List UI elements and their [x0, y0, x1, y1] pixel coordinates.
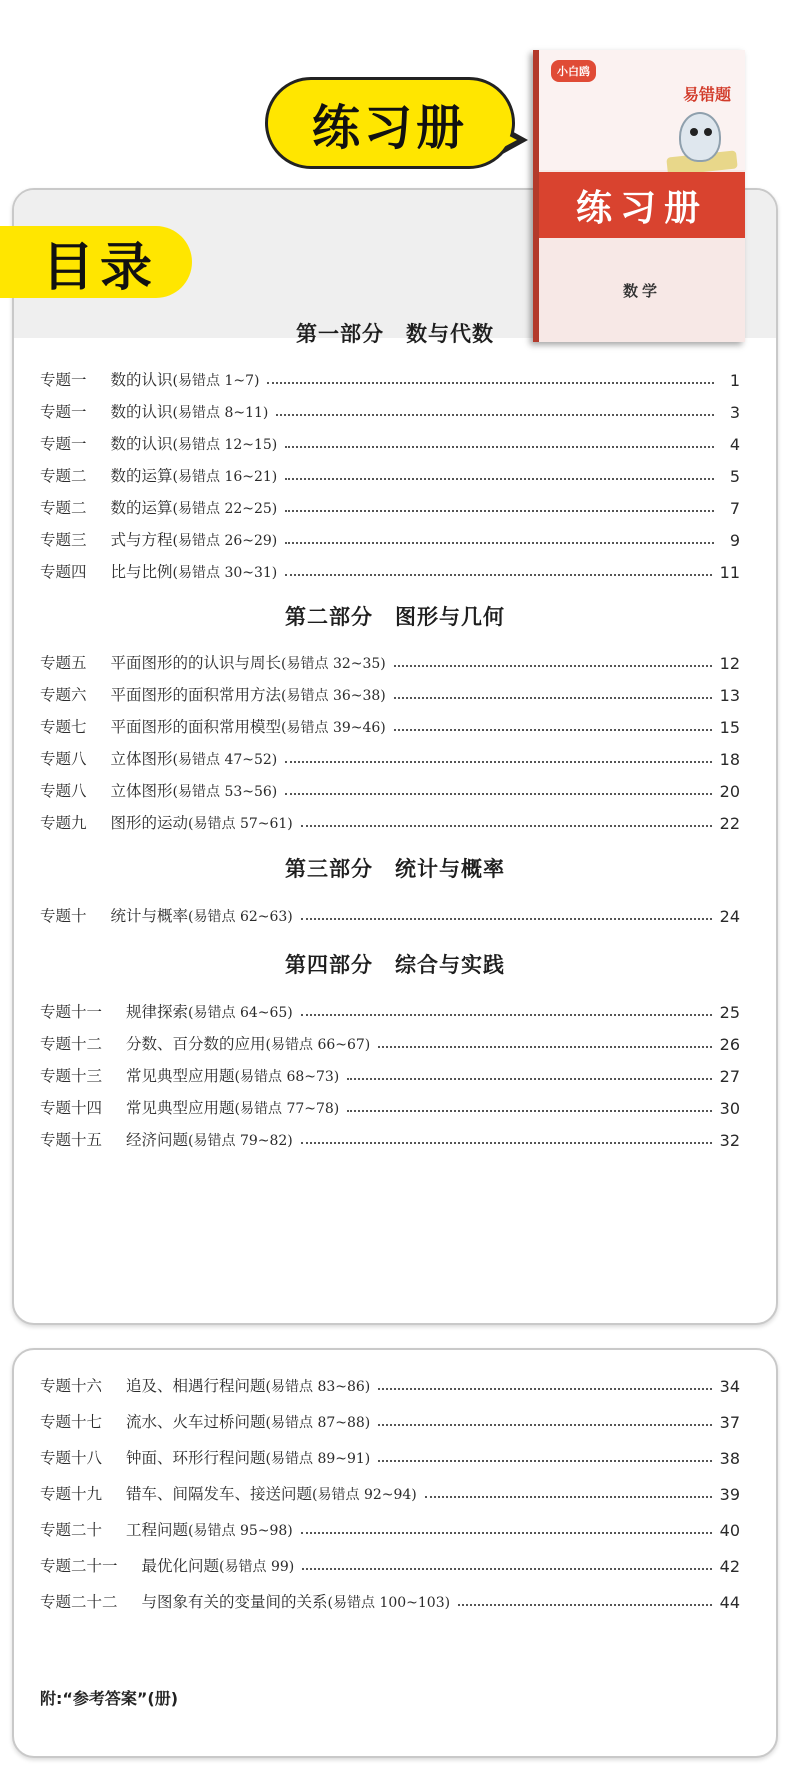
entry-range: (易错点 39~46) — [281, 720, 386, 736]
entry-topic: 专题十一 — [40, 1003, 103, 1021]
entry-name: 常见典型应用题 — [126, 1099, 235, 1117]
toc-entry[interactable] — [40, 430, 740, 454]
entry-range: (易错点 62~63) — [188, 909, 293, 925]
toc-entry[interactable] — [40, 1516, 740, 1540]
entry-page: 42 — [719, 1557, 740, 1576]
entry-topic: 专题一 — [40, 371, 87, 389]
badge-tail-fill — [487, 124, 517, 156]
entry-page: 25 — [719, 1003, 740, 1022]
entry-name: 平面图形的面积常用方法 — [110, 686, 282, 704]
entry-page: 4 — [729, 435, 740, 454]
toc-entry[interactable] — [40, 1030, 740, 1054]
entry-range: (易错点 47~52) — [172, 752, 278, 768]
entry-page: 9 — [729, 531, 740, 550]
leader-dots — [378, 1388, 711, 1390]
leader-dots — [378, 1046, 711, 1048]
leader-dots — [285, 542, 714, 544]
leader-dots — [394, 697, 712, 699]
entry-name: 式与方程 — [110, 531, 173, 549]
entry-page: 27 — [719, 1067, 740, 1086]
book-title-band — [539, 172, 745, 238]
toc-entry[interactable] — [40, 713, 740, 737]
entry-range: (易错点 99) — [219, 1559, 295, 1575]
leader-dots — [301, 1142, 712, 1144]
entry-page: 20 — [719, 782, 740, 801]
leader-dots — [285, 478, 714, 480]
toc-heading-label: 目录 — [42, 237, 159, 298]
entry-range: (易错点 30~31) — [172, 565, 278, 581]
leader-dots — [285, 446, 714, 448]
entry-topic: 专题十八 — [40, 1449, 103, 1467]
book-cover — [533, 50, 745, 342]
entry-topic: 专题二 — [40, 467, 87, 485]
toc-entry[interactable] — [40, 1094, 740, 1118]
section-title: 第一部分 数与代数 — [296, 321, 494, 346]
entry-range: (易错点 77~78) — [234, 1101, 340, 1117]
entry-page: 26 — [719, 1035, 740, 1054]
entry-range: (易错点 89~91) — [265, 1451, 371, 1467]
entry-page: 15 — [719, 718, 740, 737]
entry-range: (易错点 100~103) — [327, 1595, 451, 1611]
leader-dots — [301, 825, 712, 827]
leader-dots — [458, 1604, 712, 1606]
badge-label: 练习册 — [311, 99, 468, 156]
leader-dots — [276, 414, 714, 416]
entry-range: (易错点 83~86) — [265, 1379, 371, 1395]
entry-name: 数的认识 — [110, 371, 173, 389]
leader-dots — [394, 665, 712, 667]
entry-topic: 专题三 — [40, 531, 87, 549]
leader-dots — [267, 382, 714, 384]
toc-entry[interactable] — [40, 1444, 740, 1468]
entry-page: 24 — [719, 907, 740, 926]
toc-entry[interactable] — [40, 1552, 740, 1576]
eye-icon — [704, 128, 712, 136]
entry-topic: 专题六 — [40, 686, 87, 704]
entry-range: (易错点 32~35) — [281, 656, 386, 672]
entry-name: 工程问题 — [126, 1521, 189, 1539]
entry-topic: 专题十三 — [40, 1067, 103, 1085]
entry-topic: 专题二十二 — [40, 1593, 118, 1611]
entry-topic: 专题十二 — [40, 1035, 103, 1053]
entry-range: (易错点 22~25) — [172, 501, 278, 517]
leader-dots — [301, 1014, 712, 1016]
leader-dots — [301, 1532, 712, 1534]
entry-name: 追及、相遇行程问题 — [126, 1377, 266, 1395]
toc-entry[interactable] — [40, 558, 740, 582]
entry-topic: 专题五 — [40, 654, 87, 672]
entry-topic: 专题十五 — [40, 1131, 103, 1149]
entry-page: 32 — [719, 1131, 740, 1150]
toc-entry[interactable] — [40, 681, 740, 705]
entry-topic: 专题十 — [40, 907, 87, 925]
leader-dots — [425, 1496, 712, 1498]
entry-topic: 专题九 — [40, 814, 87, 832]
entry-page: 7 — [729, 499, 740, 518]
leader-dots — [378, 1424, 711, 1426]
book-logo: 小白鸥 — [551, 60, 596, 82]
entry-page: 34 — [719, 1377, 740, 1396]
entry-name: 钟面、环形行程问题 — [126, 1449, 266, 1467]
toc-entry[interactable] — [40, 398, 740, 422]
entry-topic: 专题十九 — [40, 1485, 103, 1503]
entry-page: 30 — [719, 1099, 740, 1118]
entry-page: 37 — [719, 1413, 740, 1432]
toc-entry[interactable] — [40, 526, 740, 550]
entry-name: 数的认识 — [110, 403, 173, 421]
entry-topic: 专题二 — [40, 499, 87, 517]
entry-range: (易错点 57~61) — [188, 816, 293, 832]
entry-page: 40 — [719, 1521, 740, 1540]
entry-name: 与图象有关的变量间的关系 — [141, 1593, 328, 1611]
entry-name: 规律探索 — [126, 1003, 189, 1021]
entry-name: 流水、火车过桥问题 — [126, 1413, 266, 1431]
leader-dots — [285, 761, 711, 763]
entry-range: (易错点 53~56) — [172, 784, 278, 800]
entry-topic: 专题八 — [40, 782, 87, 800]
leader-dots — [347, 1078, 711, 1080]
entry-range: (易错点 64~65) — [188, 1005, 293, 1021]
entry-topic: 专题四 — [40, 563, 87, 581]
entry-range: (易错点 26~29) — [172, 533, 278, 549]
answer-key-note: 附:“参考答案”(册) — [40, 1689, 179, 1708]
entry-page: 5 — [729, 467, 740, 486]
section-title: 第二部分 图形与几何 — [285, 604, 505, 629]
entry-name: 立体图形 — [110, 782, 173, 800]
toc-entry[interactable] — [40, 494, 740, 518]
entry-range: (易错点 12~15) — [172, 437, 278, 453]
entry-name: 统计与概率 — [110, 907, 189, 925]
leader-dots — [285, 574, 711, 576]
entry-page: 3 — [729, 403, 740, 422]
entry-name: 数的运算 — [110, 467, 173, 485]
toc-entry[interactable] — [40, 1588, 740, 1612]
entry-name: 分数、百分数的应用 — [126, 1035, 266, 1053]
entry-name: 常见典型应用题 — [126, 1067, 235, 1085]
leader-dots — [285, 510, 714, 512]
entry-topic: 专题十七 — [40, 1413, 103, 1431]
entry-topic: 专题十六 — [40, 1377, 103, 1395]
leader-dots — [347, 1110, 711, 1112]
entry-range: (易错点 79~82) — [188, 1133, 293, 1149]
leader-dots — [394, 729, 712, 731]
leader-dots — [378, 1460, 711, 1462]
entry-page: 22 — [719, 814, 740, 833]
entry-page: 44 — [719, 1593, 740, 1612]
entry-topic: 专题二十 — [40, 1521, 103, 1539]
entry-range: (易错点 92~94) — [312, 1487, 417, 1503]
toc-entry[interactable] — [40, 777, 740, 801]
entry-page: 11 — [719, 563, 740, 582]
toc-entry[interactable] — [40, 462, 740, 486]
workbook-badge — [265, 77, 515, 169]
toc-entry[interactable] — [40, 1126, 740, 1150]
book-subject: 数学 — [622, 282, 661, 300]
entry-name: 比与比例 — [110, 563, 173, 581]
toc-entry[interactable] — [40, 745, 740, 769]
eye-icon — [690, 128, 698, 136]
entry-name: 平面图形的面积常用模型 — [110, 718, 282, 736]
entry-range: (易错点 8~11) — [172, 405, 269, 421]
leader-dots — [302, 1568, 711, 1570]
entry-range: (易错点 95~98) — [188, 1523, 293, 1539]
toc-entry[interactable] — [40, 1062, 740, 1086]
entry-name: 数的运算 — [110, 499, 173, 517]
entry-name: 错车、间隔发车、接送问题 — [126, 1485, 313, 1503]
entry-page: 39 — [719, 1485, 740, 1504]
toc-entry[interactable] — [40, 1480, 740, 1504]
book-title: 练习册 — [575, 187, 708, 229]
toc-entry[interactable] — [40, 902, 740, 926]
entry-range: (易错点 16~21) — [172, 469, 278, 485]
entry-topic: 专题八 — [40, 750, 87, 768]
toc-entry[interactable] — [40, 366, 740, 390]
seagull-mascot-icon — [679, 112, 721, 162]
toc-entry[interactable] — [40, 809, 740, 833]
entry-range: (易错点 66~67) — [265, 1037, 371, 1053]
entry-name: 平面图形的的认识与周长 — [110, 654, 282, 672]
entry-page: 18 — [719, 750, 740, 769]
entry-page: 38 — [719, 1449, 740, 1468]
toc-entry[interactable] — [40, 1408, 740, 1432]
leader-dots — [285, 793, 711, 795]
toc-entry[interactable] — [40, 1372, 740, 1396]
entry-page: 12 — [719, 654, 740, 673]
leader-dots — [301, 918, 712, 920]
entry-topic: 专题十四 — [40, 1099, 103, 1117]
entry-topic: 专题七 — [40, 718, 87, 736]
toc-heading — [0, 226, 192, 298]
entry-range: (易错点 68~73) — [234, 1069, 340, 1085]
entry-name: 最优化问题 — [141, 1557, 220, 1575]
entry-name: 数的认识 — [110, 435, 173, 453]
entry-range: (易错点 36~38) — [281, 688, 386, 704]
entry-name: 立体图形 — [110, 750, 173, 768]
entry-range: (易错点 1~7) — [172, 373, 260, 389]
entry-name: 经济问题 — [126, 1131, 189, 1149]
entry-name: 图形的运动 — [110, 814, 189, 832]
entry-range: (易错点 87~88) — [265, 1415, 371, 1431]
section-title: 第四部分 综合与实践 — [285, 952, 505, 977]
entry-page: 13 — [719, 686, 740, 705]
book-brand: 易错题 — [682, 85, 731, 104]
toc-entry[interactable] — [40, 649, 740, 673]
entry-topic: 专题一 — [40, 403, 87, 421]
entry-page: 1 — [729, 371, 740, 390]
entry-topic: 专题一 — [40, 435, 87, 453]
section-title: 第三部分 统计与概率 — [285, 856, 505, 881]
toc-entry[interactable] — [40, 998, 740, 1022]
entry-topic: 专题二十一 — [40, 1557, 118, 1575]
